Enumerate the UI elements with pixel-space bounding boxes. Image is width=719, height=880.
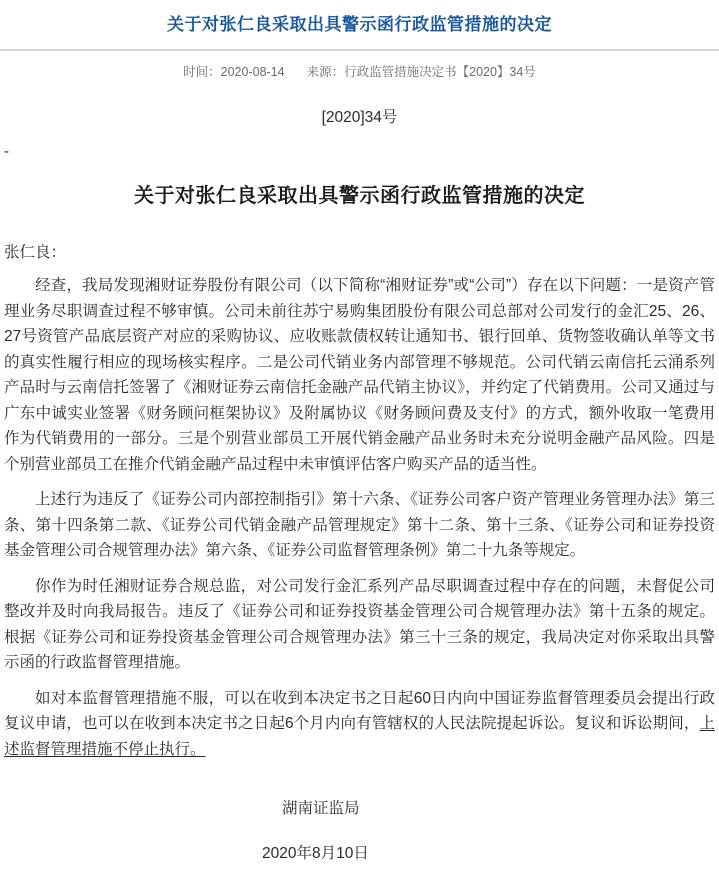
salutation: 张仁良： [4, 244, 67, 261]
stray-dash-mark: - [4, 143, 9, 160]
signature-date: 2020年8月10日 [262, 845, 369, 862]
body-paragraph-3: 你作为时任湘财证券合规总监，对公司发行金汇系列产品尽职调查过程中存在的问题，未督促公司整改并及时向我局报告。违反了《证券公司和证券投资基金管理公司合规管理办法》第十五条的规定。根据《证券公司和证券投资基金管理公司合规管理办法》第三十三条的规定，我局决定对你采取出具警示函的行政监督管理措施。 [4, 577, 715, 671]
header-divider [0, 49, 719, 51]
time-value: 2020-08-14 [220, 65, 285, 79]
source-label: 来源： [306, 65, 345, 79]
document-heading: 关于对张仁良采取出具警示函行政监管措施的决定 [134, 185, 585, 207]
article-meta [0, 63, 719, 81]
page-header [0, 0, 719, 81]
source-value: 行政监管措施决定书【2020】34号 [344, 65, 536, 79]
document-number: [2020]34号 [321, 109, 398, 126]
document-body [0, 181, 719, 866]
body-paragraph-2: 上述行为违反了《证券公司内部控制指引》第十六条、《证券公司客户资产管理业务管理办法》第三条、第十四条第二款、《证券公司代销金融产品管理规定》第十二条、第十三条、《证券公司和证券投资基金管理公司合规管理办法》第六条、《证券公司监督管理条例》第二十九条等规定。 [4, 491, 715, 559]
page-title: 关于对张仁良采取出具警示函行政监管措施的决定 [167, 15, 552, 34]
appeal-text: 如对本监督管理措施不服，可以在收到本决定书之日起60日内向中国证券监督管理委员会提出行政复议申请，也可以在收到本决定书之日起6个月内向有管辖权的人民法院提起诉讼。复议和诉讼期间， [4, 689, 715, 732]
signature-organization: 湖南证监局 [282, 800, 360, 817]
body-paragraph-appeal [4, 686, 715, 763]
time-label: 时间： [183, 65, 221, 79]
body-paragraph-1: 经查，我局发现湘财证券股份有限公司（以下简称“湘财证券”或“公司”）存在以下问题：一是资产管理业务尽职调查过程不够审慎。公司未前往苏宁易购集团股份有限公司总部对公司发行的金汇25、26、27号资管产品底层资产对应的采购协议、应收账款债权转让通知书、银行回单、货物签收确认单等文书的真实性履行相应的现场核实程序。二是公司代销业务内部管理不够规范。公司代销云南信托云涌系列产品时与云南信托签署了《湘财证券云南信托金融产品代销主协议》，并约定了代销费用。公司又通过与广东中诚实业签署《财务顾问框架协议》及附属协议《财务顾问费及支付》的方式，额外收取一笔费用作为代销费用的一部分。三是个别营业部员工开展代销金融产品业务时未充分说明金融产品风险。四是个别营业部员工在推介代销金融产品过程中未审慎评估客户购买产品的适当性。 [4, 277, 715, 473]
appeal-text-underlined: 上述监督管理措施不停止执行。 [4, 715, 715, 758]
